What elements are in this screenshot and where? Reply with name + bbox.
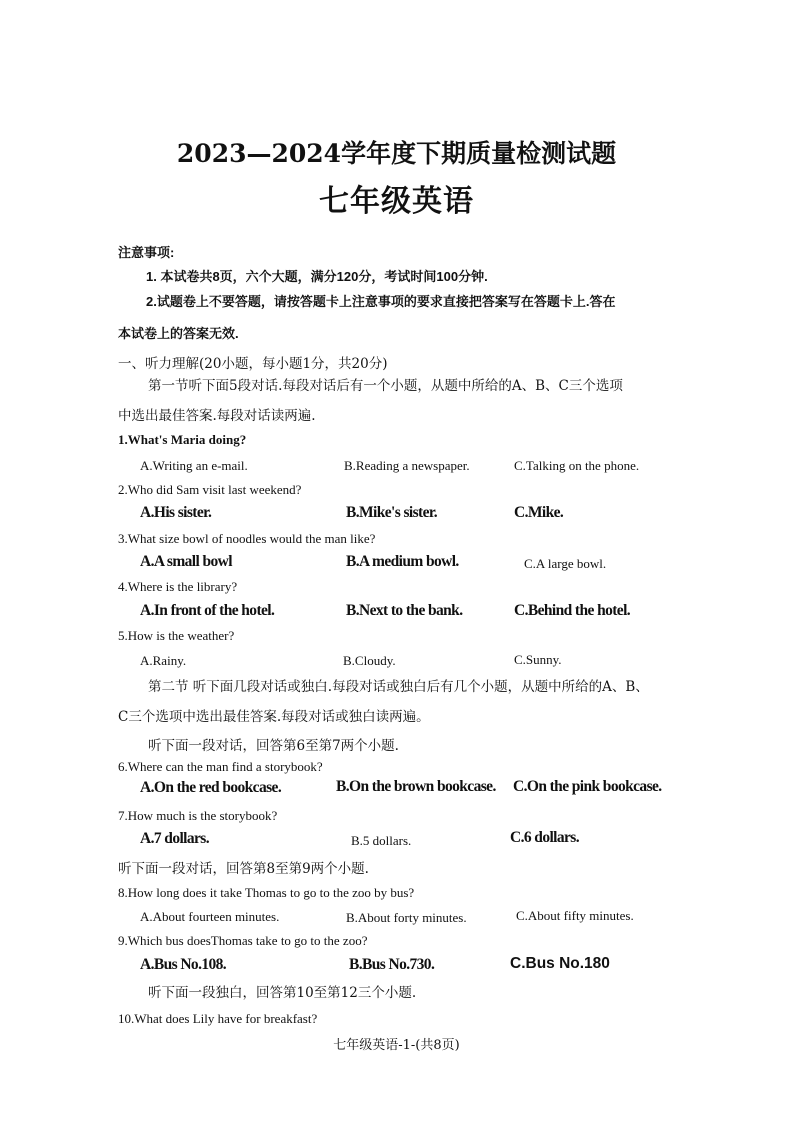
q3-option-c: C.A large bowl. (524, 556, 607, 571)
notes-heading: 注意事项: (118, 245, 175, 260)
q6-option-b: B.On the brown bookcase. (336, 778, 496, 795)
q9-option-a: A.Bus No.108. (140, 956, 227, 973)
notes-item-2: 2.试题卷上不要答题，请按答题卡上注意事项的要求直接把答案写在答题卡上.答在 (146, 294, 616, 309)
part1-instructions: 第一节听下面5段对话.每段对话后有一个小题，从题中所给的A、B、C三个选项 (148, 378, 623, 394)
instruction-q6-7: 听下面一段对话，回答第6至第7两个小题. (148, 738, 399, 754)
part1-instructions-cont: 中选出最佳答案.每段对话读两遍. (118, 408, 316, 424)
q8-option-b: B.About forty minutes. (346, 910, 467, 925)
q6-option-c: C.On the pink bookcase. (513, 778, 662, 795)
q7-option-b: B.5 dollars. (351, 833, 412, 848)
instruction-q8-9: 听下面一段对话，回答第8至第9两个小题. (118, 861, 369, 877)
q2-option-c: C.Mike. (514, 504, 564, 521)
question-4: 4.Where is the library? (118, 579, 238, 594)
q4-option-a: A.In front of the hotel. (140, 602, 275, 619)
question-5: 5.How is the weather? (118, 628, 235, 643)
part2-instructions-cont: C三个选项中选出最佳答案.每段对话或独白读两遍。 (118, 709, 430, 725)
q1-option-a: A.Writing an e-mail. (140, 458, 248, 473)
q5-option-b: B.Cloudy. (343, 653, 396, 668)
question-10: 10.What does Lily have for breakfast? (118, 1011, 318, 1026)
q2-option-b: B.Mike's sister. (346, 504, 438, 521)
q6-option-a: A.On the red bookcase. (140, 779, 282, 796)
q5-option-c: C.Sunny. (514, 652, 562, 667)
q3-option-a: A.A small bowl (140, 553, 232, 570)
question-6: 6.Where can the man find a storybook? (118, 759, 323, 774)
page-footer: 七年级英语-1-(共8页) (333, 1038, 460, 1053)
instruction-q10-12: 听下面一段独白，回答第10至第12三个小题. (148, 985, 417, 1001)
q9-option-b: B.Bus No.730. (349, 956, 435, 973)
section-heading: 一、听力理解(20小题，每小题1分，共20分) (118, 356, 388, 372)
q1-option-b: B.Reading a newspaper. (344, 458, 470, 473)
q9-option-c: C.Bus No.180 (510, 955, 610, 972)
exam-title: 2023—2024学年度下期质量检测试题 (176, 139, 617, 168)
q4-option-c: C.Behind the hotel. (514, 602, 631, 619)
q4-option-b: B.Next to the bank. (346, 602, 463, 619)
part2-instructions: 第二节 听下面几段对话或独白.每段对话或独白后有几个小题，从题中所给的A、B、 (148, 679, 649, 695)
q7-option-c: C.6 dollars. (510, 829, 580, 846)
notes-item-1: 1. 本试卷共8页，六个大题，满分120分，考试时间100分钟. (146, 269, 488, 284)
question-8: 8.How long does it take Thomas to go to the zoo by bus? (118, 885, 415, 900)
question-7: 7.How much is the storybook? (118, 808, 278, 823)
exam-subject: 七年级英语 (319, 184, 474, 219)
question-9: 9.Which bus doesThomas take to go to the zoo? (118, 933, 368, 948)
question-1: 1.What's Maria doing? (118, 432, 247, 447)
question-3: 3.What size bowl of noodles would the man like? (118, 531, 376, 546)
q5-option-a: A.Rainy. (140, 653, 187, 668)
q1-option-c: C.Talking on the phone. (514, 458, 640, 473)
q2-option-a: A.His sister. (140, 504, 212, 521)
notes-item-2-cont: 本试卷上的答案无效. (118, 326, 239, 341)
q3-option-b: B.A medium bowl. (346, 553, 459, 570)
q8-option-a: A.About fourteen minutes. (140, 909, 280, 924)
question-2: 2.Who did Sam visit last weekend? (118, 482, 302, 497)
q8-option-c: C.About fifty minutes. (516, 908, 634, 923)
q7-option-a: A.7 dollars. (140, 830, 210, 847)
